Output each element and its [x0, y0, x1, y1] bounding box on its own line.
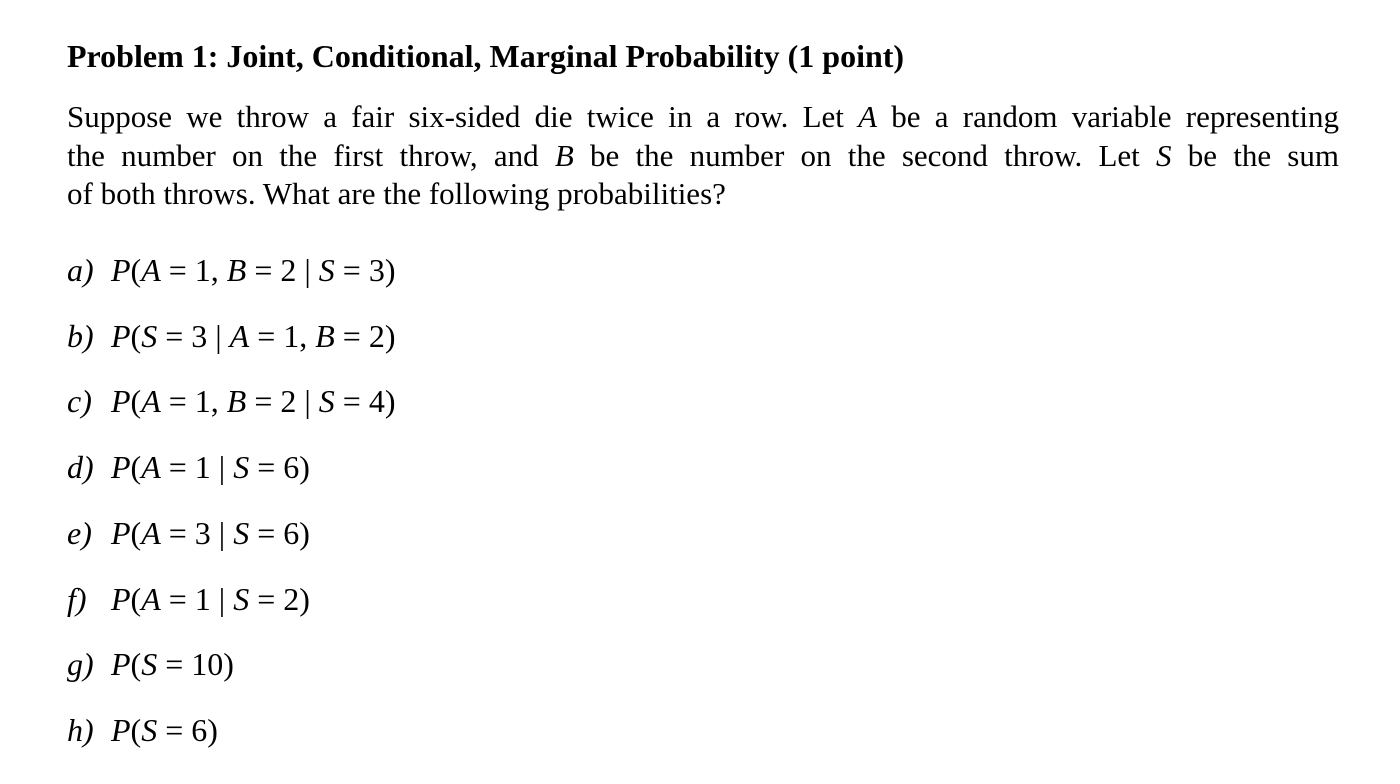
- question-item: [67, 381, 396, 421]
- variable-s: S: [1155, 137, 1172, 173]
- problem-statement: [67, 98, 1339, 214]
- item-label: h): [67, 711, 94, 748]
- probability-expression: P(A = 1, B = 2 | S = 3): [111, 252, 396, 288]
- item-label: b): [67, 317, 94, 354]
- question-item: [67, 513, 310, 553]
- item-label: d): [67, 449, 94, 486]
- question-item: [67, 579, 310, 619]
- item-label: g): [67, 646, 94, 683]
- question-item: [67, 710, 218, 750]
- question-item: [67, 316, 396, 356]
- variable-b: B: [554, 137, 574, 173]
- probability-expression: P(S = 6): [111, 711, 218, 748]
- question-item: [67, 644, 234, 684]
- item-label: f): [67, 580, 87, 617]
- variable-a: A: [858, 99, 878, 134]
- statement-text: be the sum: [1171, 137, 1339, 173]
- probability-expression: P(A = 1, B = 2 | S = 4): [111, 383, 396, 420]
- probability-expression: P(S = 3 | A = 1, B = 2): [111, 317, 396, 354]
- item-label: a): [67, 252, 94, 288]
- statement-line-2: [67, 137, 1339, 176]
- item-label: e): [67, 514, 92, 551]
- statement-text: be a random variable representing: [877, 99, 1339, 134]
- probability-expression: P(S = 10): [111, 646, 234, 683]
- probability-expression: P(A = 1 | S = 2): [111, 580, 310, 617]
- statement-line-1: [67, 98, 1339, 137]
- problem-title: Problem 1: Joint, Conditional, Marginal Probability (1 point): [67, 38, 905, 74]
- statement-text: Suppose we throw a fair six-sided die twice in a row. Let: [67, 99, 859, 134]
- probability-expression: P(A = 1 | S = 6): [111, 449, 310, 486]
- statement-text: be the number on the second throw. Let: [573, 137, 1156, 173]
- item-label: c): [67, 383, 92, 420]
- question-item: [67, 447, 310, 487]
- probability-expression: P(A = 3 | S = 6): [111, 514, 310, 551]
- statement-text: the number on the first throw, and: [67, 137, 555, 173]
- question-item: [67, 250, 396, 290]
- statement-line-3: of both throws. What are the following probabilities?: [67, 176, 726, 211]
